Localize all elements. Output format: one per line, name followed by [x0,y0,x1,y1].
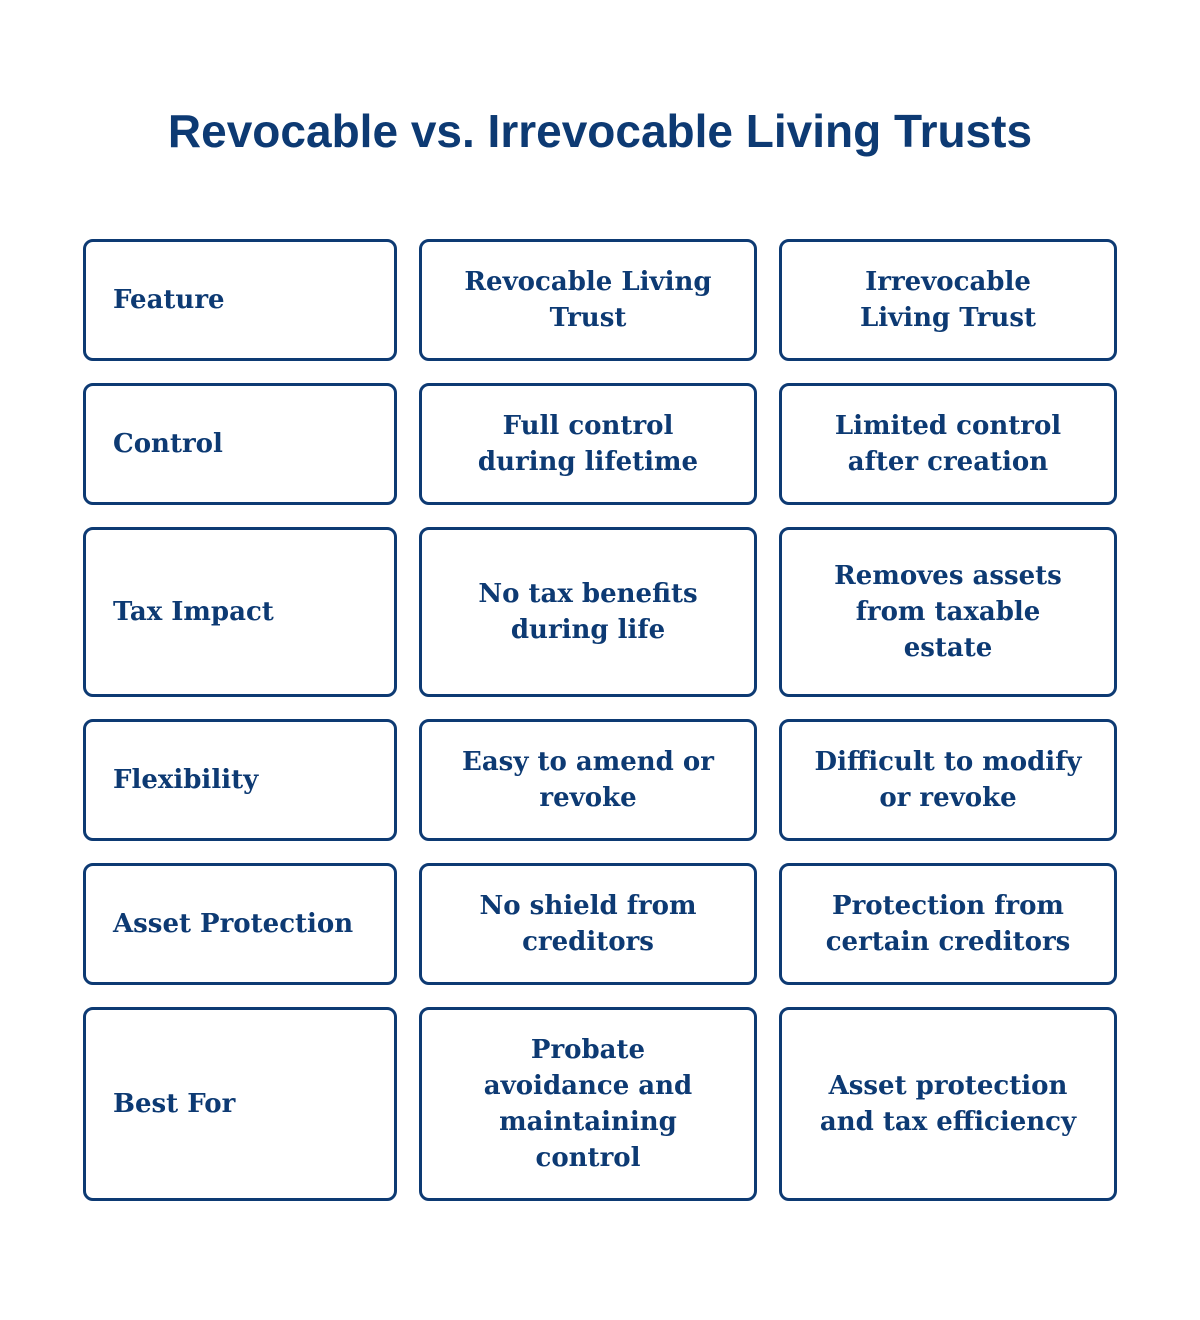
row-irrevocable-flexibility [779,719,1117,841]
irrevocable-value: Protection from certain creditors [825,891,1071,957]
page-title: Revocable vs. Irrevocable Living Trusts [167,105,1033,157]
header-label-irrevocable: Irrevocable Living Trust [860,267,1036,333]
revocable-value: Probate avoidance and maintaining control [483,1035,693,1173]
row-feature-best-for [83,1007,397,1201]
row-feature-asset-protection [83,863,397,985]
feature-label: Control [113,429,223,459]
header-cell-revocable [419,239,757,361]
row-revocable-tax-impact [419,527,757,697]
header-cell-irrevocable [779,239,1117,361]
row-revocable-control [419,383,757,505]
feature-label: Tax Impact [113,597,274,627]
revocable-value: Full control during lifetime [477,411,699,477]
feature-label: Best For [113,1089,236,1119]
row-revocable-best-for [419,1007,757,1201]
irrevocable-value: Limited control after creation [834,411,1062,477]
feature-label: Flexibility [113,765,259,795]
row-irrevocable-best-for [779,1007,1117,1201]
revocable-value: No tax benefits during life [478,579,698,645]
header-cell-feature [83,239,397,361]
row-irrevocable-asset-protection [779,863,1117,985]
row-irrevocable-tax-impact [779,527,1117,697]
feature-label: Asset Protection [113,909,354,939]
irrevocable-value: Difficult to modify or revoke [814,747,1082,813]
row-irrevocable-control [779,383,1117,505]
irrevocable-value: Asset protection and tax efficiency [819,1071,1077,1137]
row-feature-control [83,383,397,505]
header-label-revocable: Revocable Living Trust [464,267,712,333]
row-revocable-flexibility [419,719,757,841]
revocable-value: Easy to amend or revoke [462,747,714,813]
revocable-value: No shield from creditors [479,891,697,957]
irrevocable-value: Removes assets from taxable estate [834,561,1062,663]
row-feature-tax-impact [83,527,397,697]
row-revocable-asset-protection [419,863,757,985]
header-label-feature: Feature [113,285,225,315]
row-feature-flexibility [83,719,397,841]
